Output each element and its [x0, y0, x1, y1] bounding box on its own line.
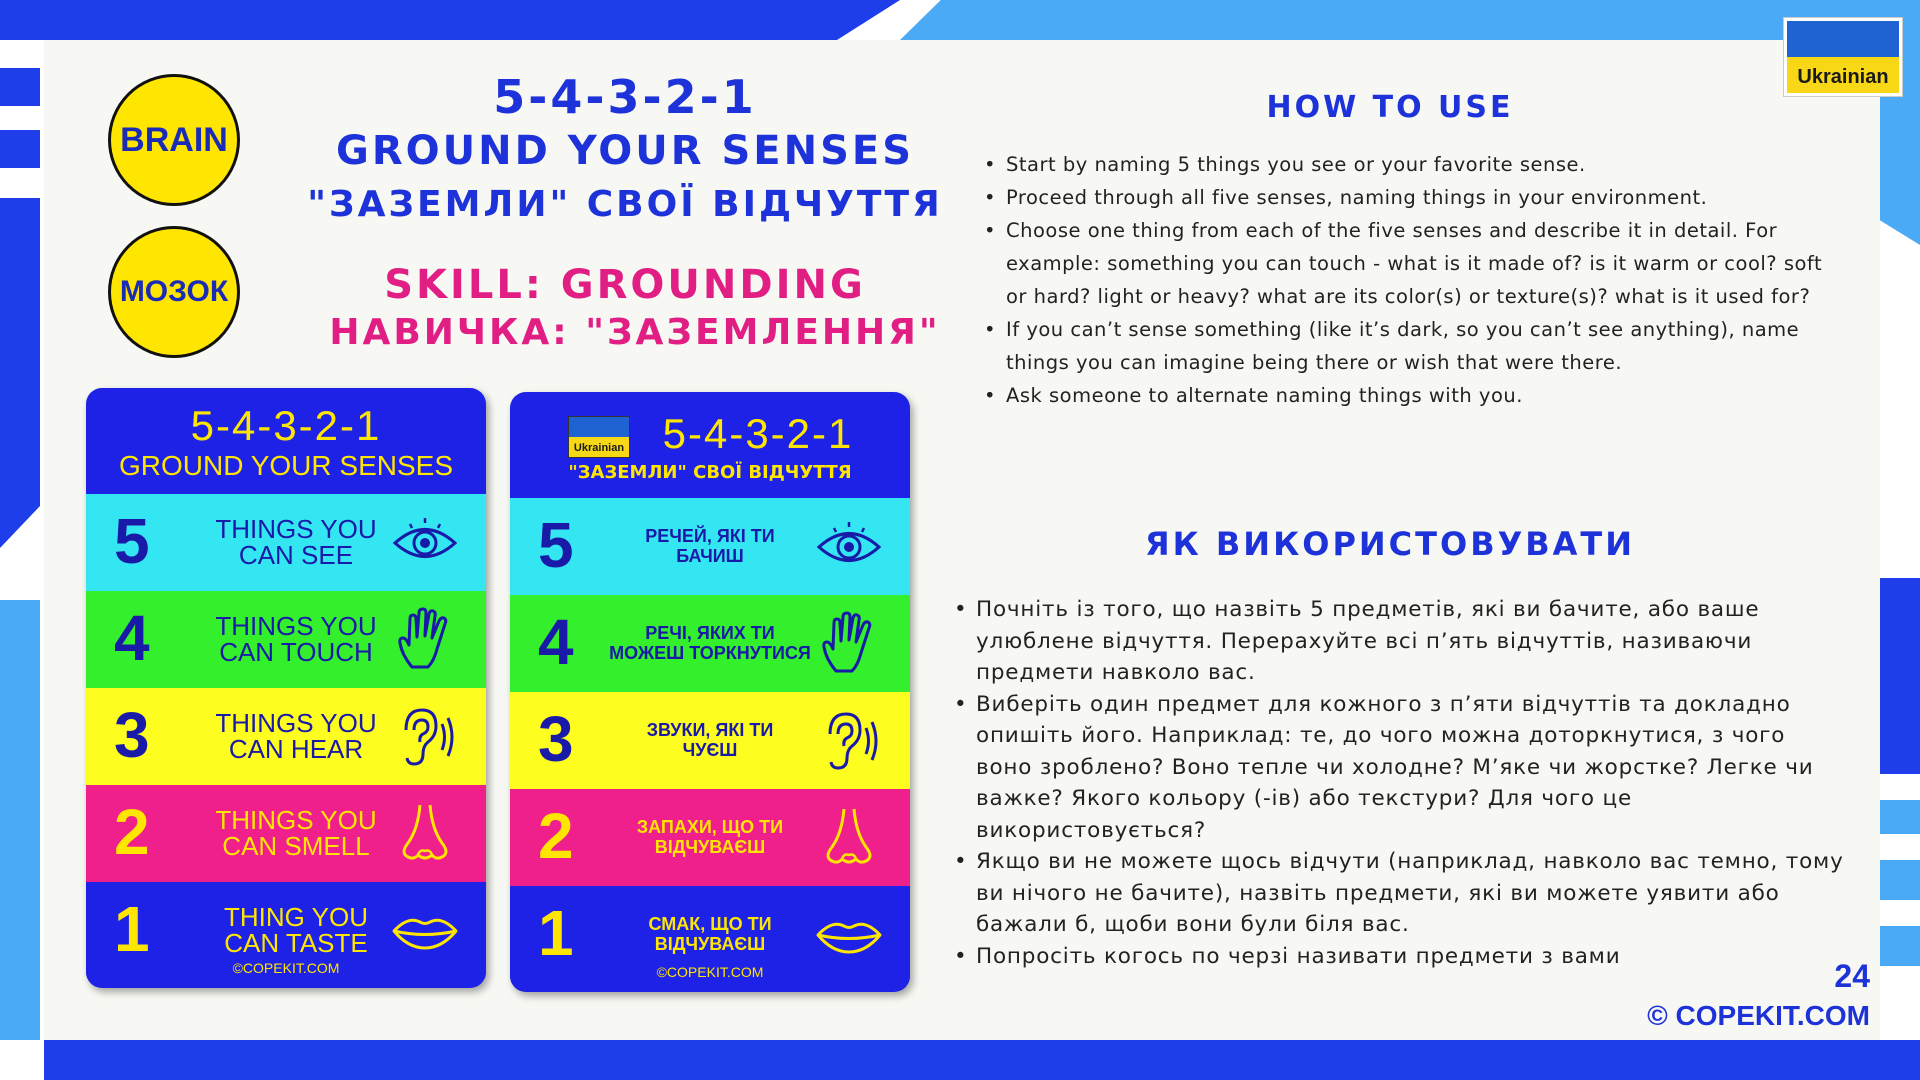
sense-row — [510, 789, 910, 886]
card-subtitle: GROUND YOUR SENSES — [119, 450, 453, 481]
frame-top-light-band — [900, 0, 1920, 40]
ua-instructions-list — [954, 594, 1844, 972]
frame-right-block — [1880, 926, 1920, 966]
sense-label-line: THINGS YOU — [215, 708, 377, 738]
mozok-badge — [108, 226, 240, 358]
frame-left-block — [0, 68, 40, 106]
frame-left-block — [0, 600, 40, 1040]
page-number: 24 — [1834, 958, 1870, 994]
sense-count: 2 — [114, 796, 150, 868]
card-copyright: ©COPEKIT.COM — [656, 964, 764, 980]
frame-right-block — [1880, 860, 1920, 900]
instruction-item: • Попросіть когось по черзі називати предмети з вами — [954, 941, 1844, 973]
sense-label — [600, 817, 820, 857]
sense-row — [86, 591, 486, 688]
frame-bottom-band — [0, 1040, 1920, 1080]
frame-left-block — [0, 130, 40, 168]
instruction-item: • Ask someone to alternate naming things with you. — [984, 379, 1844, 412]
sense-count: 5 — [114, 505, 150, 577]
brand-footer: © COPEKIT.COM — [1647, 1000, 1870, 1031]
ukraine-flag-small — [568, 416, 630, 458]
ua-instructions-heading: ЯК ВИКОРИСТОВУВАТИ — [1144, 525, 1636, 563]
sense-row — [86, 688, 486, 785]
brain-label: BRAIN — [120, 120, 228, 159]
frame-left-block — [0, 198, 40, 548]
nose-icon — [814, 803, 884, 873]
skill-en: SKILL: GROUNDING — [384, 262, 866, 308]
sense-row — [510, 692, 910, 789]
sense-label — [196, 516, 396, 568]
sense-count: 1 — [538, 897, 574, 969]
sense-label-line: ВІДЧУВАЄШ — [654, 934, 766, 954]
lips-icon — [814, 900, 884, 970]
sense-label-line: CAN SMELL — [222, 831, 370, 861]
sense-count: 1 — [114, 893, 150, 965]
sense-label-line: РЕЧЕЙ, ЯКІ ТИ — [645, 526, 775, 546]
sense-label-line: THINGS YOU — [215, 514, 377, 544]
instruction-item: • Choose one thing from each of the five senses and describe it in detail. For example: something you can touch - what is it made of? is it warm or cool? soft or hard? light or heavy? what are its color(s) or texture(s)? what is it used for? — [984, 214, 1844, 313]
flag-label: Ukrainian — [1797, 66, 1889, 88]
sense-label-line: CAN SEE — [238, 540, 354, 570]
card-copyright: ©COPEKIT.COM — [232, 960, 340, 976]
card-subtitle: "ЗАЗЕМЛИ" СВОЇ ВІДЧУТТЯ — [568, 462, 852, 483]
instruction-item: • Якщо ви не можете щось відчути (наприклад, навколо вас темно, тому ви нічого не бачите), назвіть предмети, які ви можете уявити або бажали б, щоби вони були біля вас. — [954, 846, 1844, 941]
frame-right-block — [1880, 578, 1920, 774]
eye-icon — [814, 512, 884, 582]
ear-icon — [390, 702, 460, 772]
sense-row — [510, 595, 910, 692]
ear-icon — [814, 706, 884, 776]
card-header — [510, 392, 910, 498]
instruction-item: • Виберіть один предмет для кожного з п’яти відчуттів та докладно опишіть його. Наприклад: те, до чого можна доторкнутися, з чого воно зроблено? Воно тепле чи холодне? М’яке чи жорстке? Легке чи важке? Якого кольору (-ів) або текстури? Для чого це використовується? — [954, 689, 1844, 847]
lips-icon — [390, 896, 460, 966]
sense-label — [600, 526, 820, 566]
sense-label — [600, 720, 820, 760]
card-title-numbers: 5-4-3-2-1 — [190, 402, 382, 449]
sense-label-line: ЗАПАХИ, ЩО ТИ — [636, 817, 784, 837]
sense-label — [600, 623, 820, 663]
sense-label — [600, 914, 820, 954]
sense-row — [86, 785, 486, 882]
brain-badge — [108, 74, 240, 206]
card-ukrainian — [510, 392, 910, 992]
card-english — [86, 388, 486, 988]
sense-label-line: СМАК, ЩО ТИ — [648, 914, 772, 934]
instruction-item: • Start by naming 5 things you see or your favorite sense. — [984, 148, 1844, 181]
instruction-item: • If you can’t sense something (like it’s dark, so you can’t see anything), name things you can imagine being there or wish that were there. — [984, 313, 1844, 379]
card-header — [86, 388, 486, 494]
sense-row — [86, 494, 486, 591]
eye-icon — [390, 508, 460, 578]
sense-count: 4 — [538, 606, 574, 678]
frame-right-block — [1880, 800, 1920, 834]
hand-icon — [814, 609, 884, 679]
how-to-use-list — [984, 148, 1844, 412]
sense-row — [510, 498, 910, 595]
sense-count: 4 — [114, 602, 150, 674]
instruction-item: • Proceed through all five senses, naming things in your environment. — [984, 181, 1844, 214]
sense-count: 3 — [114, 699, 150, 771]
sense-label-line: CAN TASTE — [224, 928, 368, 958]
sense-label-line: РЕЧІ, ЯКИХ ТИ — [645, 623, 775, 643]
sense-label-line: CAN TOUCH — [219, 637, 373, 667]
sense-label-line: THINGS YOU — [215, 611, 377, 641]
title-ua: "ЗАЗЕМЛИ" СВОЇ ВІДЧУТТЯ — [307, 184, 943, 225]
ukraine-flag — [1784, 18, 1902, 96]
frame-bottom-white — [0, 1040, 44, 1080]
title-numbers: 5-4-3-2-1 — [493, 70, 757, 124]
sense-label-line: THING YOU — [224, 902, 368, 932]
sense-label-line: МОЖЕШ ТОРКНУТИСЯ — [609, 643, 811, 663]
sense-label — [196, 904, 396, 956]
sense-label-line: ЧУЄШ — [682, 740, 738, 760]
skill-ua: НАВИЧКА: "ЗАЗЕМЛЕННЯ" — [329, 312, 941, 353]
nose-icon — [390, 799, 460, 869]
sense-count: 5 — [538, 509, 574, 581]
sense-count: 2 — [538, 800, 574, 872]
sense-label — [196, 710, 396, 762]
card-title-numbers: 5-4-3-2-1 — [662, 410, 854, 457]
frame-top-blue-band — [0, 0, 900, 40]
sense-label — [196, 613, 396, 665]
hand-icon — [390, 605, 460, 675]
how-to-use-heading: HOW TO USE — [1266, 90, 1514, 125]
sense-label-line: ВІДЧУВАЄШ — [654, 837, 766, 857]
mozok-label: МОЗОК — [119, 275, 229, 308]
instruction-item: • Почніть із того, що назвіть 5 предметів, які ви бачите, або ваше улюблене відчуття. Перерахуйте всі п’ять відчуттів, називаючи предмети навколо вас. — [954, 594, 1844, 689]
sense-label — [196, 807, 396, 859]
sense-label-line: ЗВУКИ, ЯКІ ТИ — [646, 720, 774, 740]
sense-count: 3 — [538, 703, 574, 775]
flag-label: Ukrainian — [573, 442, 625, 454]
sense-label-line: CAN HEAR — [228, 734, 364, 764]
title-en: GROUND YOUR SENSES — [335, 128, 915, 174]
sense-label-line: БАЧИШ — [676, 546, 744, 566]
sense-label-line: THINGS YOU — [215, 805, 377, 835]
